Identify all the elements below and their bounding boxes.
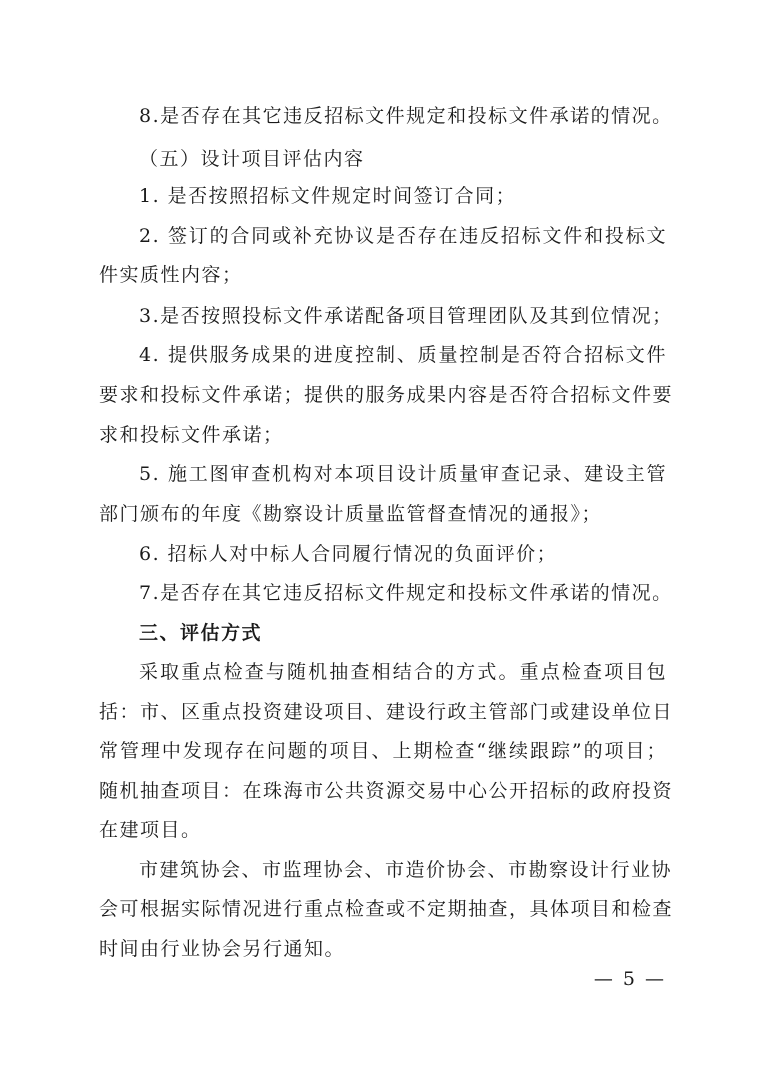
page-number: — 5 — — [593, 968, 666, 990]
paragraph-line: 3.是否按照投标文件承诺配备项目管理团队及其到位情况； — [139, 305, 673, 327]
paragraph-line: 部门颁布的年度《勘察设计质量监管督查情况的通报》； — [99, 503, 603, 525]
paragraph-line: 7.是否存在其它违反招标文件规定和投标文件承诺的情况。 — [139, 582, 673, 604]
paragraph-line: 采取重点检查与随机抽查相结合的方式。重点检查项目包 — [139, 661, 667, 683]
paragraph-line: 8.是否存在其它违反招标文件规定和投标文件承诺的情况。 — [139, 105, 673, 127]
paragraph-line: 6. 招标人对中标人合同履行情况的负面评价； — [139, 543, 558, 565]
paragraph-line: 市建筑协会、市监理协会、市造价协会、市勘察设计行业协 — [139, 859, 673, 881]
section-heading: 三、评估方式 — [139, 622, 263, 644]
paragraph-line: 要求和投标文件承诺；提供的服务成果内容是否符合招标文件要 — [99, 384, 674, 406]
paragraph-line: 时间由行业协会另行通知。 — [99, 938, 346, 960]
paragraph-line: 括：市、区重点投资建设项目、建设行政主管部门或建设单位日 — [99, 701, 674, 723]
paragraph-line: 件实质性内容； — [99, 264, 243, 286]
paragraph-line: 4. 提供服务成果的进度控制、质量控制是否符合招标文件 — [139, 344, 667, 366]
paragraph-line: 1. 是否按照招标文件规定时间签订合同； — [139, 185, 517, 207]
paragraph-line: 随机抽查项目：在珠海市公共资源交易中心公开招标的政府投资 — [99, 780, 674, 802]
paragraph-line: 在建项目。 — [99, 819, 202, 841]
paragraph-line: 求和投标文件承诺； — [99, 424, 284, 446]
paragraph-line: 常管理中发现存在问题的项目、上期检查“继续跟踪”的项目； — [99, 740, 667, 762]
paragraph-line: 5. 施工图审查机构对本项目设计质量审查记录、建设主管 — [139, 463, 667, 485]
section-heading: （五）设计项目评估内容 — [139, 148, 365, 170]
paragraph-line: 会可根据实际情况进行重点检查或不定期抽查，具体项目和检查 — [99, 898, 674, 920]
paragraph-line: 2. 签订的合同或补充协议是否存在违反招标文件和投标文 — [139, 225, 667, 247]
